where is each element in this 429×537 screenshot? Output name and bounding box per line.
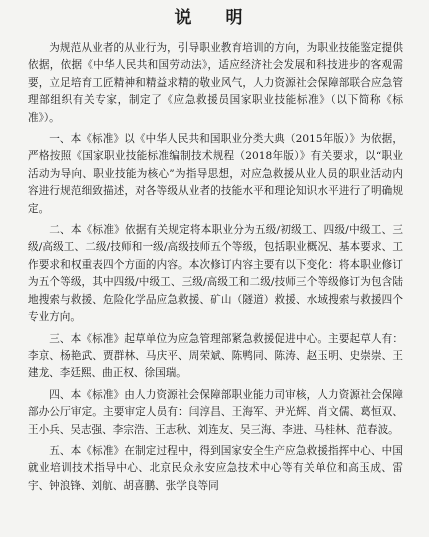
paragraph-2: 二、本《标准》依据有关规定将本职业分为五级/初级工、四级/中级工、三级/高级工、二级/技师和一级/高级技师五个等级，包括职业概况、基本要求、工作要求和权重表四个方面的内容。本次修订内容主要有以下变化：将本职业修订为五个等级，其中四级/中级工、三级/高级工和二级/技师三个等级修订为包含陆地搜索与救援、危险化学品应急救援、矿山（隧道）救援、水域搜索与救援四个专业方向。 — [28, 224, 403, 324]
paragraph-intro: 为规范从业者的从业行为，引导职业教育培训的方向，为职业技能鉴定提供依据，依据《中华人民共和国劳动法》，适应经济社会发展和科技进步的客观需要，立足培育工匠精神和精益求精的敬业风气，人力资源社会保障部联合应急管理部组织有关专家，制定了《应急救援员国家职业技能标准》（以下简称《标准》）。 — [28, 42, 403, 124]
paragraph-4: 四、本《标准》由人力资源社会保障部职业能力司审核，人力资源社会保障部办公厅审定。主要审定人员有：闫淳昌、王海军、尹光辉、肖文儒、葛恒双、王小兵、吴志强、李宗浩、王志秋、刘连友、吴三海、李进、马桂林、范春波。 — [28, 388, 403, 436]
paragraph-5: 五、本《标准》在制定过程中，得到国家安全生产应急救援指挥中心、中国就业培训技术指导中心、北京民众永安应急技术中心等有关单位和高玉成、雷宇、钟浪锋、刘航、胡喜鹏、张学良等同 — [28, 444, 403, 492]
paragraph-1: 一、本《标准》以《中华人民共和国职业分类大典（2015年版）》为依据，严格按照《国家职业技能标准编制技术规程（2018年版）》有关要求，以“职业活动为导向、职业技能为核心”为指导思想，对应急救援从业人员的职业活动内容进行规范细致描述，对各等级从业者的技能水平和理论知识水平进行了明确规定。 — [28, 133, 403, 215]
paragraph-3: 三、本《标准》起草单位为应急管理部紧急救援促进中心。主要起草人有：李京、杨艳武、贾群林、马庆平、周荣斌、陈鸭同、陈涛、赵玉明、史崇崇、王建龙、李廷熙、曲正权、徐国瑞。 — [28, 332, 403, 380]
document-title: 说 明 — [174, 8, 257, 28]
